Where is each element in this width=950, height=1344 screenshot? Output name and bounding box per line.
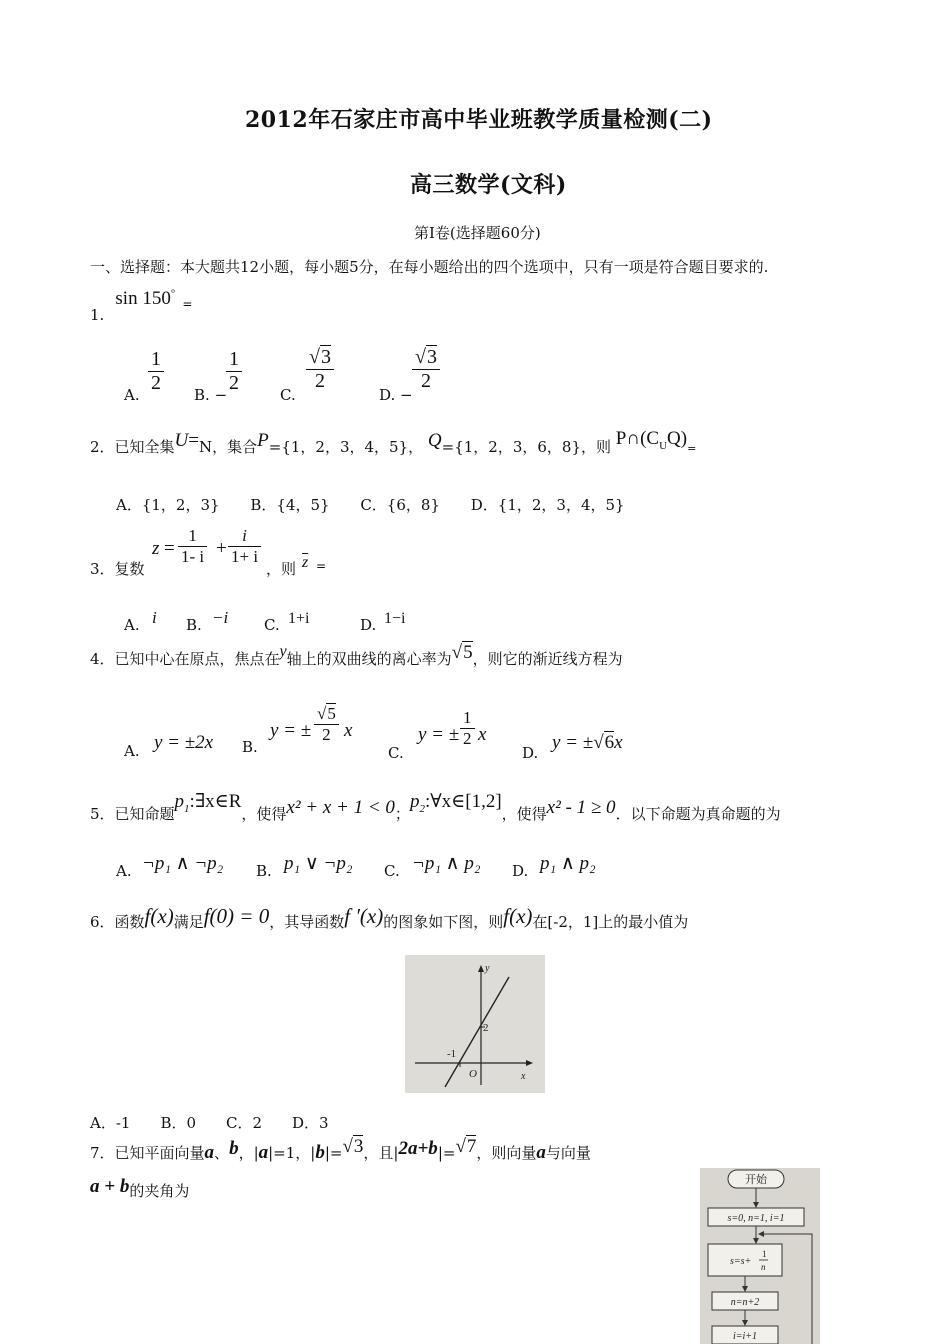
q1-b-letter: B. xyxy=(194,386,210,404)
q2-option-c: C．{6，8} xyxy=(360,496,440,514)
q7-vec-a2: a xyxy=(536,1142,546,1163)
q4-sqrt5: √5 xyxy=(451,642,473,663)
q5-text-2: ，使得 xyxy=(241,805,287,823)
q1-d-letter: D. xyxy=(379,386,396,404)
q4-option-b-label: B. xyxy=(242,738,258,756)
flow-init-label: s=0, n=1, i=1 xyxy=(727,1213,785,1224)
q1-a-num: 1 xyxy=(151,348,161,370)
q2-eq: = xyxy=(188,430,199,451)
q7-s3: 3 xyxy=(353,1136,364,1157)
q4-d-val: 6 xyxy=(604,732,615,753)
q4-c-num: 1 xyxy=(463,708,472,727)
q3-plus: + xyxy=(216,538,227,559)
q3-option-a: i xyxy=(152,608,157,627)
flowchart-svg xyxy=(700,1168,820,1344)
q5-option-a-label: A. xyxy=(116,862,132,880)
q7-sqrt3: √3 xyxy=(342,1136,364,1157)
q2-p: P xyxy=(257,430,269,451)
q4-option-a: y = ±2x xyxy=(154,732,214,753)
q5-p1-letter: p xyxy=(174,791,185,812)
q5-semi: ； xyxy=(394,805,410,823)
q6-text-5: 在[-2，1]上的最小值为 xyxy=(532,913,689,931)
q1-degree: ° xyxy=(170,288,176,300)
q7-text-5: ，且| xyxy=(363,1144,399,1162)
q3-option-d: 1−i xyxy=(384,610,406,627)
flow-step1-num: 1 xyxy=(762,1249,767,1259)
q4-c-den: 2 xyxy=(460,728,475,749)
q7-text-8: 与向量 xyxy=(545,1144,591,1162)
q5-p1 xyxy=(174,791,190,815)
question-5 xyxy=(90,790,781,823)
q6-options: A．-1 B．0 C．2 D．3 xyxy=(90,1114,329,1132)
derivative-graph xyxy=(405,955,545,1093)
q4-text-2: 轴上的双曲线的离心率为 xyxy=(286,650,452,668)
q7-sqrt7: √7 xyxy=(455,1136,477,1157)
q7-text-1: 7．已知平面向量 xyxy=(90,1144,205,1162)
q7-comma: 、 xyxy=(214,1144,230,1162)
q1-option-c-label: C. xyxy=(280,386,296,404)
q4-y: y xyxy=(279,643,287,660)
q6-fpx: f ′(x) xyxy=(344,904,384,928)
q1-option-a-label: A. xyxy=(124,386,140,404)
q7-text-7: ，则向量 xyxy=(476,1144,537,1162)
q1-option-b xyxy=(226,348,242,395)
q4-option-b-pre: y = ± xyxy=(270,720,312,741)
q2-options xyxy=(116,494,625,515)
q3-text-2: ，则 xyxy=(266,560,297,578)
q5-option-d: p₁ ∧ p₂ xyxy=(540,853,596,874)
q2-u: U xyxy=(174,430,189,451)
q1-d-rad: 3 xyxy=(426,346,437,368)
q2-expression xyxy=(615,428,688,452)
q5-text-3: ，使得 xyxy=(501,805,547,823)
q4-options xyxy=(124,704,644,764)
derivative-line xyxy=(445,977,509,1087)
q2-option-b: B．{4，5} xyxy=(250,496,330,514)
x-axis-arrow xyxy=(526,1060,533,1066)
q3-n1: 1 xyxy=(188,526,197,545)
q7-vec-b: b xyxy=(229,1138,239,1159)
q6-text-2: 满足 xyxy=(173,913,204,931)
q1-sin: sin 150 xyxy=(115,288,171,310)
q5-p2-expr: :∀x∈[1,2] xyxy=(424,791,502,812)
q3-frac-1 xyxy=(178,526,207,567)
q3-options xyxy=(124,608,424,636)
q2-expr-2: Q) xyxy=(667,428,688,449)
q1-equals: = xyxy=(182,297,193,312)
flow-loop-arrowhead xyxy=(758,1231,764,1237)
q7-text-3: |=1，| xyxy=(268,1144,316,1162)
q3-option-b: −i xyxy=(212,608,229,627)
flow-arrowhead-1 xyxy=(753,1202,759,1208)
q7-vec-a: a xyxy=(204,1142,215,1163)
q7-abs-a: a xyxy=(258,1142,269,1163)
q5-p2-letter: p xyxy=(409,791,420,812)
q5-p1-sub: 1 xyxy=(184,802,190,815)
q5-options xyxy=(116,848,616,882)
q5-text-4: ．以下命题为真命题的为 xyxy=(615,805,781,823)
question-7 xyxy=(90,1136,591,1164)
flowchart xyxy=(700,1168,820,1344)
q7-text-4: |= xyxy=(324,1144,343,1162)
flow-step1-den: n xyxy=(761,1262,766,1272)
q2-sub: U xyxy=(659,439,668,452)
q5-p1-expr: :∃x∈R xyxy=(189,791,242,812)
q4-option-d: y = ±√6x xyxy=(552,732,623,753)
q1-option-c xyxy=(306,346,334,393)
question-6 xyxy=(90,904,689,933)
graph-origin-label: O xyxy=(469,1068,477,1080)
q5-text-1: 5．已知命题 xyxy=(90,805,175,823)
q1-d-minus: − xyxy=(400,386,413,404)
q5-p2-sub: 2 xyxy=(419,802,425,815)
y-axis-arrow xyxy=(478,965,484,972)
q1-d-den: 2 xyxy=(412,369,440,393)
q2-option-a: A．{1，2，3} xyxy=(116,496,220,514)
q4-text-3: ，则它的渐近线方程为 xyxy=(472,650,623,668)
q4-option-c-label: C. xyxy=(388,744,404,762)
q1-c-den: 2 xyxy=(306,369,334,393)
flow-step2-label: n=n+2 xyxy=(730,1297,760,1308)
flow-arrowhead-3 xyxy=(742,1286,748,1292)
instructions: 一、选择题：本大题共12小题，每小题5分，在每小题给出的四个选项中，只有一项是符合题目要求的. xyxy=(90,258,769,276)
q2-text-2: N，集合 xyxy=(199,438,258,456)
q4-text-1: 4．已知中心在原点，焦点在 xyxy=(90,650,280,668)
graph-y-label: y xyxy=(485,963,490,974)
q3-option-a-label: A. xyxy=(124,616,140,634)
q5-p2 xyxy=(409,791,425,815)
q2-equals: = xyxy=(687,442,697,455)
q7-text-6: |= xyxy=(437,1144,456,1162)
q2-qset: ={1，2，3，6，8}，则 xyxy=(441,438,612,456)
q1-b-den: 2 xyxy=(226,371,242,395)
q2-q: Q xyxy=(427,430,442,451)
q6-text-1: 6．函数 xyxy=(90,913,145,931)
q1-a-den: 2 xyxy=(148,371,164,395)
q7-line-2 xyxy=(90,1176,190,1202)
q7-a-plus-b: a + b xyxy=(90,1176,130,1197)
q1-option-d-label xyxy=(379,386,413,404)
q2-pset: ={1，2，3，4，5}， xyxy=(268,438,424,456)
q4-option-c-x: x xyxy=(478,724,487,745)
q7-expr: 2a+b xyxy=(398,1138,438,1159)
q4-b-den: 2 xyxy=(314,724,339,745)
q5-ineq-2: x² - 1 ≥ 0 xyxy=(546,797,616,818)
q1-d-sqrt: √3 xyxy=(415,346,437,368)
flow-arrowhead-2 xyxy=(753,1238,759,1244)
q1-number: 1. xyxy=(90,306,105,325)
q4-five: 5 xyxy=(463,642,473,663)
question-2 xyxy=(90,428,697,460)
graph-label-2: 2 xyxy=(483,1022,489,1034)
q3-z: z xyxy=(152,538,160,559)
q4-option-a-label: A. xyxy=(124,742,140,760)
q3-option-c: 1+i xyxy=(288,610,310,627)
q4-d-x: x xyxy=(614,732,623,753)
page-title: 2012年石家庄市高中毕业班教学质量检测(二) xyxy=(245,107,713,133)
q6-text-4: 的图象如下图，则 xyxy=(383,913,504,931)
q4-b-num: 5 xyxy=(327,704,336,723)
q7-s7: 7 xyxy=(466,1136,477,1157)
q5-option-b: p₁ ∨ ¬p₂ xyxy=(284,853,353,874)
q3-frac-2 xyxy=(228,526,261,567)
question-1 xyxy=(90,288,193,325)
section-heading: 第Ⅰ卷(选择题60分) xyxy=(414,224,541,242)
q4-option-c-pre: y = ± xyxy=(418,724,460,745)
graph-x-label: x xyxy=(521,1071,526,1082)
q3-eq: = xyxy=(164,538,175,559)
q6-fx2: f(x) xyxy=(503,904,533,928)
q1-c-sqrt: √3 xyxy=(309,346,331,368)
q5-ineq-1: x² + x + 1 < 0 xyxy=(286,797,395,818)
q3-n2: i xyxy=(242,526,247,545)
q2-option-d: D．{1，2，3，4，5} xyxy=(470,496,625,514)
q6-f0: f(0) = 0 xyxy=(203,904,270,928)
q3-option-b-label: B. xyxy=(186,616,202,634)
q1-b-num: 1 xyxy=(229,348,239,370)
q7-abs-b: b xyxy=(315,1142,325,1163)
flow-start-label: 开始 xyxy=(745,1173,767,1186)
q6-fx: f(x) xyxy=(144,904,174,928)
q1-c-rad: 3 xyxy=(320,346,331,368)
graph-svg xyxy=(405,955,545,1093)
question-4 xyxy=(90,642,623,670)
q7-text-2: ，| xyxy=(238,1144,259,1162)
q4-option-d-label: D. xyxy=(522,744,539,762)
q1-expression xyxy=(115,288,175,309)
graph-label-neg1: -1 xyxy=(447,1048,457,1060)
q4-option-b-x: x xyxy=(344,720,353,741)
q4-option-b-frac: $\frac{√5}{2}$ xyxy=(314,704,339,745)
q1-option-a xyxy=(148,348,164,395)
q5-option-c: ¬p₁ ∧ p₂ xyxy=(412,853,481,874)
q4-d-pre: y = ± xyxy=(552,732,594,753)
q2-text-1: 2．已知全集 xyxy=(90,438,175,456)
q1-b-minus: − xyxy=(214,386,228,404)
flow-step1-label: s=s+ xyxy=(730,1256,752,1267)
q1-option-d xyxy=(412,346,440,393)
q5-option-a: ¬p₁ ∧ ¬p₂ xyxy=(142,853,224,874)
flow-arrowhead-4 xyxy=(742,1320,748,1326)
q3-eq2: = xyxy=(316,559,327,573)
q5-option-c-label: C. xyxy=(384,862,400,880)
q4-option-c-frac xyxy=(460,708,475,749)
page-subtitle: 高三数学(文科) xyxy=(410,172,567,198)
q3-option-c-label: C. xyxy=(264,616,280,634)
q3-d2: 1+ i xyxy=(228,546,261,567)
q3-option-d-label: D. xyxy=(360,616,377,634)
q5-option-b-label: B. xyxy=(256,862,272,880)
flow-step3-label: i=i+1 xyxy=(732,1331,758,1342)
q3-zbar: $\overline{z}$ xyxy=(302,554,309,571)
q6-text-3: ，其导函数 xyxy=(269,913,345,931)
q3-text-1: 3．复数 xyxy=(90,560,145,578)
q3-d1: 1- i xyxy=(178,546,207,567)
q5-option-d-label: D. xyxy=(512,862,529,880)
q7-text-9: 的夹角为 xyxy=(129,1182,190,1200)
q2-expr-1: P∩(C xyxy=(615,428,660,449)
q1-option-b-label xyxy=(194,386,227,404)
